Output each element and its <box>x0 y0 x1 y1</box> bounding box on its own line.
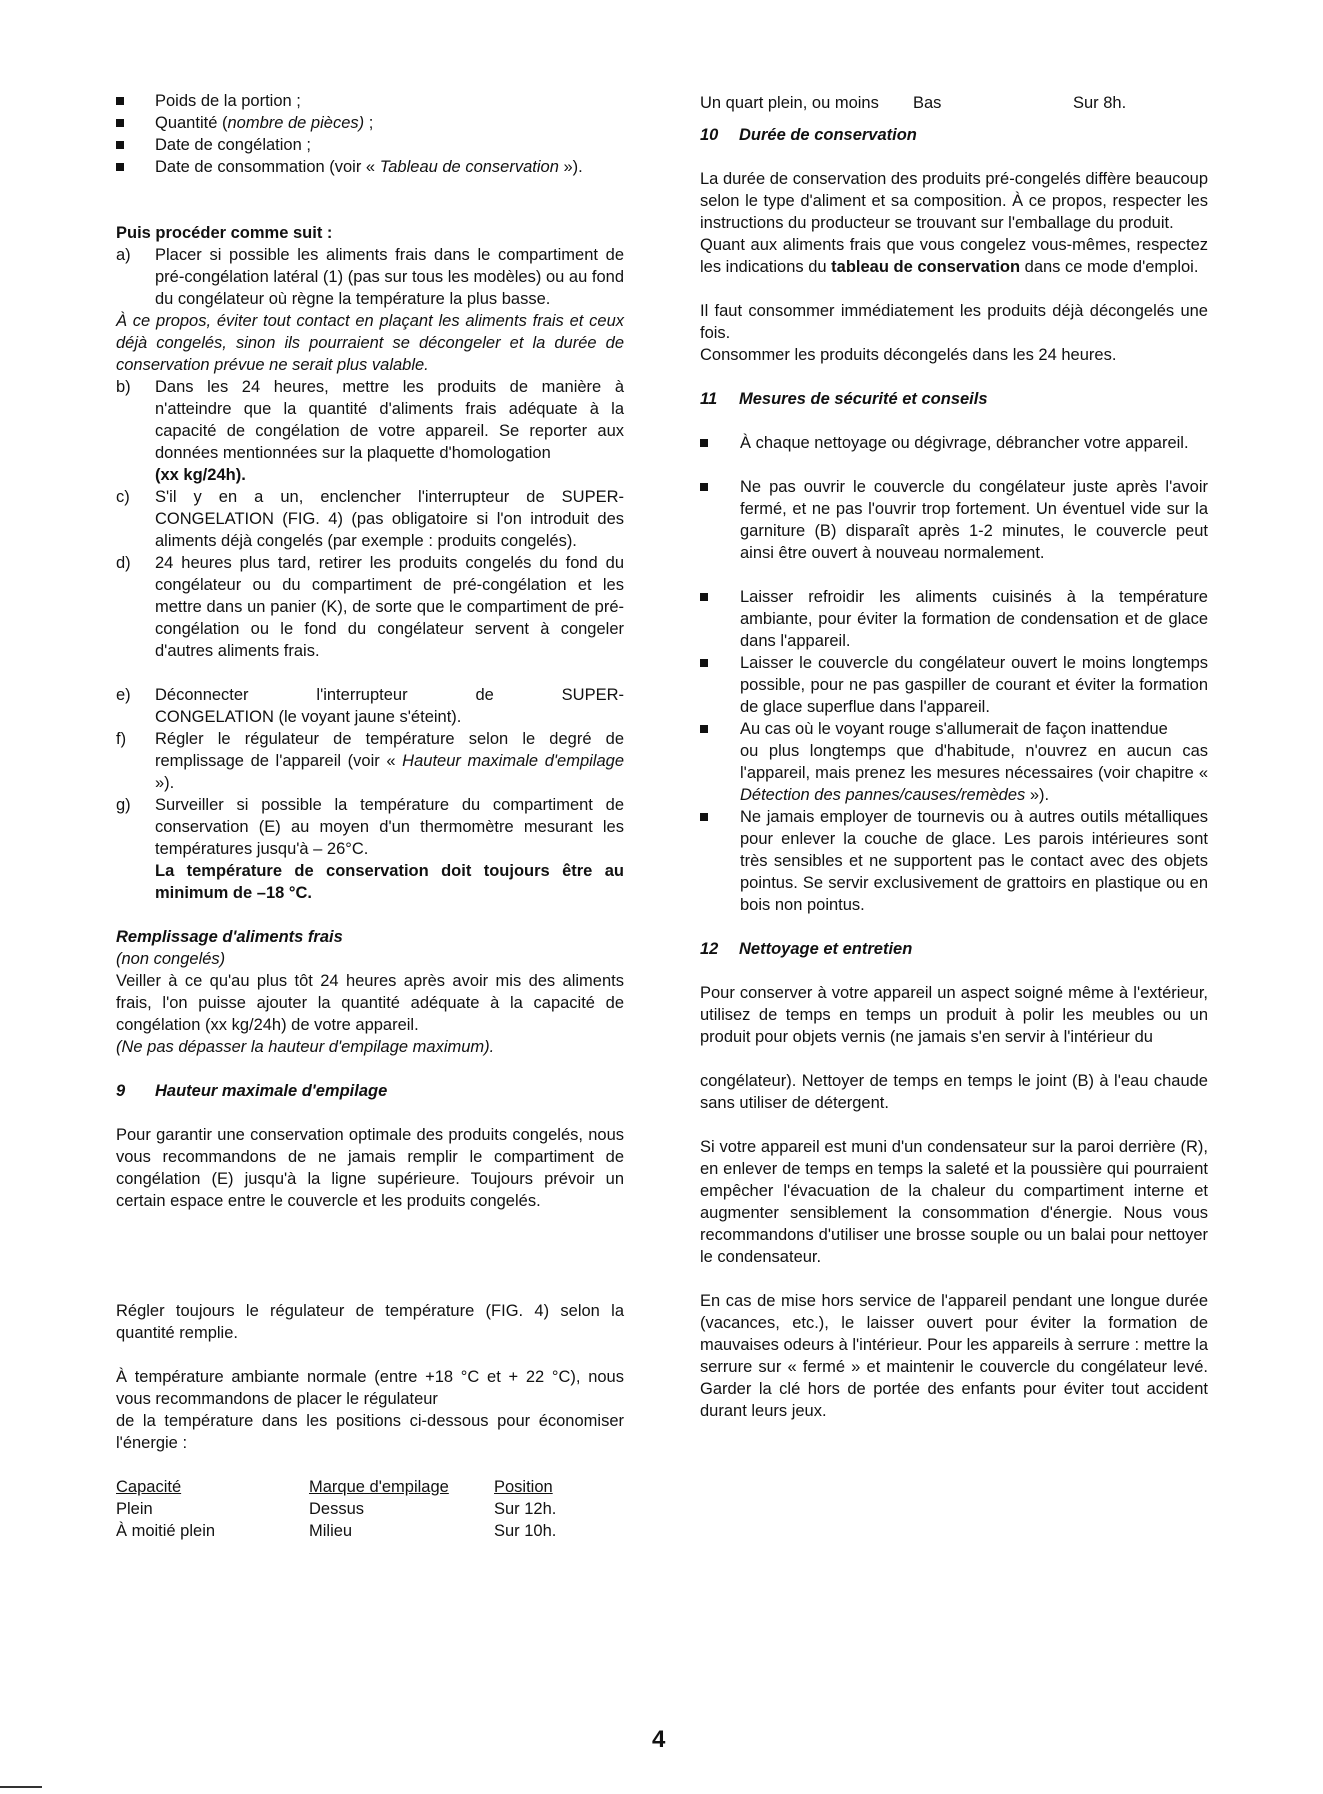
table-row: Plein Dessus Sur 12h. <box>116 1500 557 1518</box>
position-table <box>116 1476 556 1542</box>
bullet-item: Laisser le couvercle du congélateur ouvert le moins longtemps possible, pour ne pas gaspiller de courant et éviter la formation de glace superflue dans l'appareil. <box>700 652 1208 718</box>
step-a-note: À ce propos, éviter tout contact en plaçant les aliments frais et ceux déjà congelés, sinon ils pourraient se décongeler et la durée de conservation prévue ne serait plus valable. <box>116 312 624 374</box>
footer-mark <box>0 1786 42 1788</box>
section-10-text: La durée de conservation des produits pré-congelés diffère beaucoup selon le type d'aliment et sa composition. À ce propos, respecter les instructions du producteur se trouvant sur l'emballage du produit. <box>700 170 1208 232</box>
bullet-item: Ne pas ouvrir le couvercle du congélateur juste après l'avoir fermé, et ne pas l'ouvrir trop fortement. Un éventuel vide sur la garniture (B) disparaît après 1-2 minutes, le couvercle peut ainsi être ouvert à nouveau normalement. <box>700 476 1208 564</box>
section-10-text: Il faut consommer immédiatement les produits déjà décongelés une fois. <box>700 302 1208 342</box>
step-g: g) Surveiller si possible la température du compartiment de conservation (E) au moyen d'un thermomètre mesurant les températures jusqu'à – 26°C. La température de conservation doit toujours être au minimum de –18 °C. <box>116 796 624 902</box>
section-12-text: Pour conserver à votre appareil un aspect soigné même à l'extérieur, utilisez de temps en temps un produit à polir les meubles ou un produit pour objets vernis (ne jamais s'en servir à l'intérieur du <box>700 984 1208 1046</box>
fresh-food-subtitle: (non congelés) <box>116 950 226 968</box>
bullet-item: Au cas où le voyant rouge s'allumerait de façon inattendue ou plus longtemps que d'habitude, n'ouvrez en aucun cas l'appareil, mais prenez les mesures nécessaires (voir chapitre « Détection des pannes/causes/remèdes »). <box>700 718 1208 806</box>
left-column <box>116 90 624 1542</box>
table-row: Un quart plein, ou moins Bas Sur 8h. <box>700 94 1127 112</box>
step-e: e) Déconnecter l'interrupteur de SUPER- CONGELATION (le voyant jaune s'éteint). <box>116 686 624 726</box>
table-header-row: Capacité Marque d'empilage Position <box>116 1478 553 1496</box>
position-table-continued <box>700 92 1126 114</box>
ambient-temp-text: À température ambiante normale (entre +18 °C et + 22 °C), nous vous recommandons de placer le régulateur <box>116 1368 624 1408</box>
bullet-item: Laisser refroidir les aliments cuisinés à la température ambiante, pour éviter la formation de condensation et de glace dans l'appareil. <box>700 586 1208 652</box>
section-9-text: Pour garantir une conservation optimale des produits congelés, nous vous recommandons de ne jamais remplir le compartiment de congélation (E) jusqu'à la ligne supérieure. Toujours prévoir un certain espace entre le couvercle et les produits congelés. <box>116 1126 624 1210</box>
ambient-temp-text-cont: de la température dans les positions ci-dessous pour économiser l'énergie : <box>116 1412 624 1452</box>
fresh-food-title: Remplissage d'aliments frais <box>116 928 343 946</box>
step-f: f) Régler le régulateur de température selon le degré de remplissage de l'appareil (voir « Hauteur maximale d'empilage »). <box>116 730 624 792</box>
section-10-text: Consommer les produits décongelés dans les 24 heures. <box>700 346 1117 364</box>
page-number: 4 <box>652 1726 666 1753</box>
step-d: d) 24 heures plus tard, retirer les produits congelés du fond du congélateur ou du compartiment de pré-congélation et les mettre dans un panier (K), de sorte que le compartiment de pré-congélation ou le fond du congélateur servent à congeler d'autres aliments frais. <box>116 554 624 660</box>
section-12-text: congélateur). Nettoyer de temps en temps le joint (B) à l'eau chaude sans utiliser de détergent. <box>700 1072 1208 1112</box>
procedure-title: Puis procéder comme suit : <box>116 224 333 242</box>
section-12-text: Si votre appareil est muni d'un condensateur sur la paroi derrière (R), en enlever de temps en temps la saleté et la poussière qui pourraient empêcher l'évacuation de la chaleur du compartiment interne et augmenter sensiblement la consommation d'énergie. Nous vous recommandons d'utiliser une brosse souple ou un balai pour nettoyer le condensateur. <box>700 1138 1208 1266</box>
section-10-text: Quant aux aliments frais que vous congelez vous-mêmes, respectez les indications du tableau de conservation dans ce mode d'emploi. <box>700 236 1208 276</box>
fresh-food-note: (Ne pas dépasser la hauteur d'empilage maximum). <box>116 1038 495 1056</box>
bullet-item: Date de consommation (voir « Tableau de conservation »). <box>116 156 624 178</box>
section-12-text: En cas de mise hors service de l'appareil pendant une longue durée (vacances, etc.), le laisser ouvert pour éviter la formation de mauvaises odeurs à l'intérieur. Pour les appareils à serrure : mettre la serrure sur « fermé » et maintenir le couvercle du congélateur levé. Garder la clé hors de portée des enfants pour éviter tout accident durant leurs jeux. <box>700 1292 1208 1420</box>
section-12-heading: 12 Nettoyage et entretien <box>700 940 913 958</box>
step-c: c) S'il y en a un, enclencher l'interrupteur de SUPER-CONGELATION (FIG. 4) (pas obligatoire si l'on introduit des aliments déjà congelés (par exemple : produits congelés). <box>116 488 624 550</box>
section-9-heading: 9 Hauteur maximale d'empilage <box>116 1082 388 1100</box>
bullet-item: Date de congélation ; <box>116 134 624 156</box>
table-row: À moitié plein Milieu Sur 10h. <box>116 1522 557 1540</box>
bullet-item: Ne jamais employer de tournevis ou à autres outils métalliques pour enlever la couche de glace. Les parois intérieures sont très sensibles et ne supportent pas le contact avec des objets pointus. Se servir exclusivement de grattoirs en plastique ou en bois non pointus. <box>700 806 1208 916</box>
section-10-heading: 10 Durée de conservation <box>700 126 917 144</box>
right-column <box>700 92 1208 1422</box>
bullet-item: À chaque nettoyage ou dégivrage, débrancher votre appareil. <box>700 432 1208 454</box>
bullet-item: Poids de la portion ; <box>116 90 624 112</box>
step-b: b) Dans les 24 heures, mettre les produits de manière à n'atteindre que la quantité d'aliments frais adéquate à la capacité de congélation de votre appareil. Se reporter aux données mentionnées sur la plaquette d'homologation (xx kg/24h). <box>116 378 624 484</box>
regulator-text: Régler toujours le régulateur de température (FIG. 4) selon la quantité remplie. <box>116 1302 624 1342</box>
bullet-item: Quantité (nombre de pièces) ; <box>116 112 624 134</box>
section-11-heading: 11 Mesures de sécurité et conseils <box>700 390 988 408</box>
step-a: a) Placer si possible les aliments frais dans le compartiment de pré-congélation latéral (1) (pas sur tous les modèles) ou au fond du congélateur où règne la température la plus basse. <box>116 246 624 308</box>
fresh-food-text: Veiller à ce qu'au plus tôt 24 heures après avoir mis des aliments frais, l'on puisse ajouter la quantité adéquate à la capacité de congélation (xx kg/24h) de votre appareil. <box>116 972 624 1034</box>
